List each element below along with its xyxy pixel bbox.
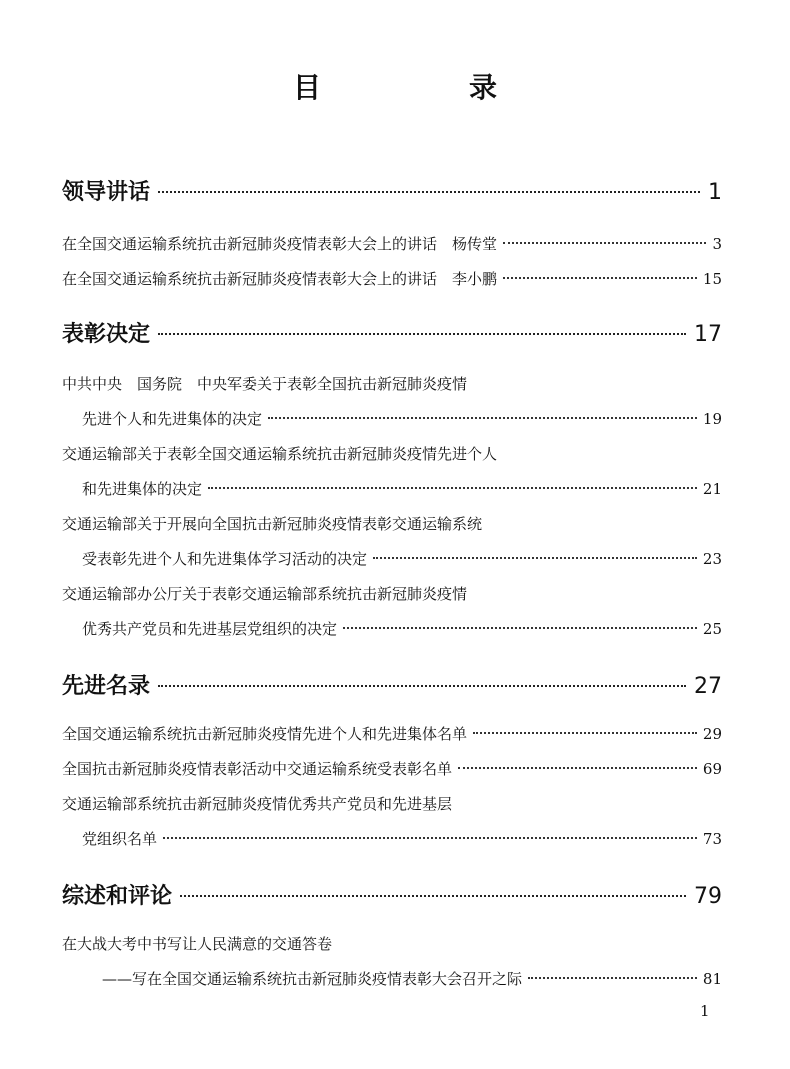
section-heading-row[interactable] (62, 879, 722, 910)
entry-page-number: 81 (702, 970, 722, 988)
entry-title: 在全国交通运输系统抗击新冠肺炎疫情表彰大会上的讲话 杨传堂 (62, 235, 498, 253)
section-page-number: 27 (694, 674, 722, 699)
entry-title: 全国交通运输系统抗击新冠肺炎疫情先进个人和先进集体名单 (62, 725, 468, 743)
section-page-number: 17 (694, 322, 722, 347)
section-heading: 综述和评论 (62, 884, 173, 909)
leader-dots (163, 837, 697, 839)
leader-dots (158, 191, 700, 193)
entry-page-number: 3 (712, 235, 722, 253)
toc-entry[interactable] (82, 408, 722, 429)
leader-dots (373, 557, 697, 559)
leader-dots (208, 487, 697, 489)
entry-title-continued: 优秀共产党员和先进基层党组织的决定 (82, 620, 338, 638)
section-heading: 领导讲话 (62, 180, 151, 205)
toc-entry-line[interactable] (62, 443, 722, 464)
entry-page-number: 21 (702, 480, 722, 498)
entry-title: 交通运输部关于开展向全国抗击新冠肺炎疫情表彰交通运输系统 (62, 515, 483, 533)
toc-entry-line[interactable] (62, 373, 722, 394)
toc-entry[interactable] (62, 233, 722, 254)
toc-entry[interactable] (102, 968, 722, 989)
entry-title: 在全国交通运输系统抗击新冠肺炎疫情表彰大会上的讲话 李小鹏 (62, 270, 498, 288)
toc-entry[interactable] (62, 758, 722, 779)
toc-entry[interactable] (82, 478, 722, 499)
section-page-number: 79 (694, 884, 722, 909)
entry-title: 交通运输部办公厅关于表彰交通运输部系统抗击新冠肺炎疫情 (62, 585, 468, 603)
entry-title: 交通运输部关于表彰全国交通运输系统抗击新冠肺炎疫情先进个人 (62, 445, 498, 463)
entry-title: 中共中央 国务院 中央军委关于表彰全国抗击新冠肺炎疫情 (62, 375, 468, 393)
toc-entry-line[interactable] (62, 933, 722, 954)
toc-entry[interactable] (62, 723, 722, 744)
entry-title-continued: 党组织名单 (82, 830, 158, 848)
page-folio-number: 1 (700, 1002, 710, 1020)
entry-page-number: 19 (702, 410, 722, 428)
entry-page-number: 15 (702, 270, 722, 288)
leader-dots (503, 242, 706, 244)
entry-title-continued: 和先进集体的决定 (82, 480, 203, 498)
toc-entry[interactable] (82, 548, 722, 569)
toc-entry-line[interactable] (62, 513, 722, 534)
page-title: 目 录 (292, 71, 557, 104)
section-heading: 表彰决定 (62, 322, 151, 347)
entry-title: 交通运输部系统抗击新冠肺炎疫情优秀共产党员和先进基层 (62, 795, 453, 813)
leader-dots (158, 685, 686, 687)
leader-dots (473, 732, 697, 734)
toc-entry-line[interactable] (62, 583, 722, 604)
entry-page-number: 25 (702, 620, 722, 638)
entry-title-continued: 先进个人和先进集体的决定 (82, 410, 263, 428)
entry-title-continued: 受表彰先进个人和先进集体学习活动的决定 (82, 550, 368, 568)
entry-title: 全国抗击新冠肺炎疫情表彰活动中交通运输系统受表彰名单 (62, 760, 453, 778)
leader-dots (503, 277, 697, 279)
section-heading-row[interactable] (62, 669, 722, 700)
toc-entry-line[interactable] (62, 793, 722, 814)
leader-dots (528, 977, 697, 979)
entry-page-number: 23 (702, 550, 722, 568)
entry-title: 在大战大考中书写让人民满意的交通答卷 (62, 935, 333, 953)
entry-subtitle: ——写在全国交通运输系统抗击新冠肺炎疫情表彰大会召开之际 (102, 970, 523, 988)
toc-entry[interactable] (82, 618, 722, 639)
entry-page-number: 69 (702, 760, 722, 778)
toc-entry[interactable] (82, 828, 722, 849)
entry-page-number: 29 (702, 725, 722, 743)
section-heading-row[interactable] (62, 175, 722, 206)
section-heading: 先进名录 (62, 674, 151, 699)
leader-dots (180, 895, 686, 897)
section-page-number: 1 (708, 180, 722, 205)
toc-entry[interactable] (62, 268, 722, 289)
section-heading-row[interactable] (62, 317, 722, 348)
leader-dots (158, 333, 686, 335)
entry-page-number: 73 (702, 830, 722, 848)
leader-dots (268, 417, 697, 419)
leader-dots (458, 767, 697, 769)
leader-dots (343, 627, 697, 629)
